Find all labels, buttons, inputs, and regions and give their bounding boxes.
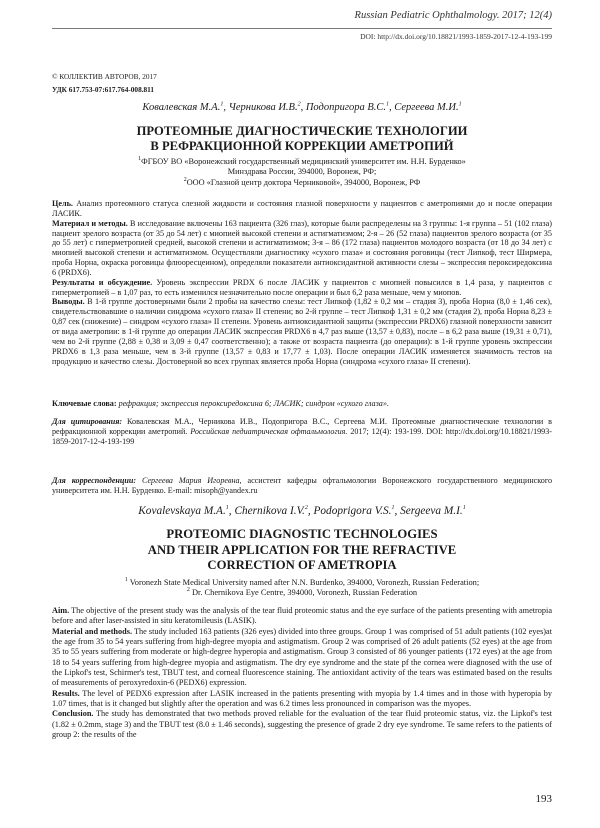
section-label: Aim. <box>52 606 70 615</box>
affiliation-ru-1-cont: Минздрава России, 394000, Воронеж, РФ; <box>227 167 377 177</box>
copyright-line: © КОЛЛЕКТИВ АВТОРОВ, 2017 <box>52 72 157 81</box>
correspondence-ru: Для корреспонденции: Сергеева Мария Игоревна, ассистент кафедры офтальмологии Воронежского государственного медицинского университета им. Н.Н. Бурденко. E-mail: misoph@yandex.ru <box>52 476 552 495</box>
abstract-ru-aim: Цель. Анализ протеомного статуса слезной жидкости и состояния глазной поверхности у пациентов с аметропиями до и после операции ЛАСИК. <box>52 199 552 218</box>
author-ru-sup: 2 <box>297 101 301 108</box>
abstract-en-results: Results. The level of PEDX6 expression after LASIK increased in the patients presenting with myopia by 1.4 times and in those with hyperopia by 1.07 times, that is it changed but slightly after the operation and was 6.2 times less pronounced in comparison was the myopes. <box>52 688 552 709</box>
affiliation-en-2: $^2$ Dr. Chernikova Eye Centre, 394000, Voronezh, Russian Federation <box>186 587 418 598</box>
author-ru-sup: 1 <box>220 101 224 108</box>
affiliation-ru-1: $^1$ФГБОУ ВО «Воронежский государственный медицинский университет им. Н.Н. Бурденко» <box>138 156 466 166</box>
abstract-en-methods: Material and methods. The study included 163 patients (326 eyes) divided into three groups. Group 1 was comprised of 51 adult patients (102 eyes)at the age from 35 to 54 years suffering from high-degree myopia and astigmatism. Group 2 was comprised of 26 adult patients (52 eyes) at the age from 35 to 55 years suffering from moderate or high-degree hyperopia and astigmatism. Group 3 consisted of 86 younger patients (172 eyes) at the age from 18 to 54 years suffering from high-degree myopia and astigmatism. The dry eye syndrome and the state pf the cornea were diagnosed with the use of the Lipkof's test, Schirmer's test, TBUT test, and corneal fluorescence staining. The antioxidant activity of the tears was estimated based on the results of measurements of peroxyredoxin-6 (PEDX6) expression. <box>52 626 552 688</box>
keywords-ru <box>52 399 552 409</box>
correspondence-label: Для корреспонденции: <box>52 476 137 485</box>
section-label: Материал и методы. <box>52 218 128 228</box>
abstract-ru-conclusions: Выводы. В 1-й группе достоверными были 2 пробы на качество слезы: тест Липкоф (1,82 ± 0,2 мм – стадия 3), проба Норна (8,0 ± 1,46 сек), свидетельствовавшие о наличии синдрома «сухого глаза» II степени; во 2-й группе – тест Липкоф 1,31 ± 0,2 мм (стадия 2), проба Норна 8,23 ± 0,87 сек (снижение) – синдром «сухого глаза» II степени. Уровень антиоксидантной защиты (экспрессии PRDX6) глазной поверхности зависит от вида аметропии: в 1-й группе до операции ЛАСИК экспрессия PRDX6 в 4,7 раз выше (13,57 ± 0,83), после – в 6,2 раза выше (19,31 ± 0,71), чем во 2-й группе (2,88 ± 0,38 и 3,09 ± 0,47 соответственно); а также от возраста пациента (до операции): в 1-й группе уровень экспрессии PRDX6 в 1,3 раза меньше, чем в 3-й группе (13,57 ± 0,83 и 17,77 ± 1,03). После операции ЛАСИК изменяется значимость тестов на продукцию и качество слезы. Достоверной во всех группах является проба Норна (синдрома «сухого глаза» II степени). <box>52 297 552 366</box>
page-number: 193 <box>535 793 552 805</box>
author-ru: Ковалевская М.А. <box>142 102 221 113</box>
abstract-ru-methods: Материал и методы. В исследование включены 163 пациента (326 глаз), которые были распределены на 3 группы: 1-я группа – 51 (102 глаза) пациент зрелого возраста (от 35 до 54 лет) с миопией высокой степени и астигматизмом; 2-я – 26 (52 глаза) пациентов зрелого возраста (от 35 до 55 лет) с гиперметропией средней, высокой степени и астигматизмом; 3-я – 86 (172 глаза) пациентов молодого возраста (от 18 до 34 лет) с миопией высокой степени и астигматизмом. Осуществляли диагностику «сухого глаза» и состояния роговицы (тест Липкоф, тест Ширмера, проба Норна, окраска роговицы флюоресцеином), определяли показатели антиоксидантной активности слезы – экспрессия пероксиредоксина 6 (PRDX6). <box>52 218 552 277</box>
affiliations-ru <box>82 157 522 188</box>
section-label: Результаты и обсуждение. <box>52 277 153 287</box>
author-en-sup: 1 <box>225 505 229 512</box>
author-ru-sup: 1 <box>386 101 389 108</box>
affiliations-en <box>82 578 522 599</box>
authors-ru: Ковалевская М.А.$^1$, Черникова И.В.$^2$, Подопригора В.С.$^1$, Сергеева М.И.$^1$ <box>142 101 462 113</box>
article-title-en <box>52 527 552 574</box>
author-en: Chernikova I.V. <box>234 505 305 517</box>
author-en-sup: 1 <box>462 505 466 512</box>
title-ru-line: В РЕФРАКЦИОННОЙ КОРРЕКЦИИ АМЕТРОПИЙ <box>150 139 454 153</box>
abstract-ru <box>52 199 552 366</box>
section-label: Выводы. <box>52 297 85 307</box>
title-en-line: CORRECTION OF AMETROPIA <box>207 558 397 572</box>
abstract-en <box>52 606 552 740</box>
authors-en: Kovalevskaya M.A.$^1$, Chernikova I.V.$^2$, Podoprigora V.S.$^1$, Sergeeva M.I.$^1$ <box>138 505 466 517</box>
title-ru-line: ПРОТЕОМНЫЕ ДИАГНОСТИЧЕСКИЕ ТЕХНОЛОГИИ <box>136 124 468 138</box>
author-ru-sup: 1 <box>458 101 462 108</box>
author-ru: Сергеева М.И. <box>394 102 459 113</box>
author-ru: Черникова И.В. <box>228 102 298 113</box>
affiliation-en-1: $^1$ Voronezh State Medical University named after N.N. Burdenko, 394000, Voronezh, Russian Federation; <box>124 577 480 587</box>
abstract-ru-results: Результаты и обсуждение. Уровень экспрессии PRDX 6 после ЛАСИК у пациентов с миопией повысился в 1,4 раза, у пациентов с гиперметропией – в 1,07 раз, то есть изменился незначительно после операции и был 6,2 раза меньше, чем у миопов. <box>52 277 552 297</box>
keywords-label: Ключевые слова: <box>52 399 117 408</box>
header-rule <box>52 28 552 29</box>
journal-header: Russian Pediatric Ophthalmology. 2017; 12(4) <box>354 10 552 21</box>
section-label: Material and methods. <box>52 626 133 636</box>
title-en-line: AND THEIR APPLICATION FOR THE REFRACTIVE <box>147 542 457 557</box>
author-en-sup: 2 <box>304 505 308 512</box>
article-title-ru <box>52 124 552 154</box>
abstract-en-aim: Aim. The objective of the present study was the analysis of the tear fluid proteomic status and the eye surface of the patients presenting with ametropia before and after laser-assisted in situ keratomileusis (LASIK). <box>52 606 552 626</box>
author-en-sup: 1 <box>391 505 395 512</box>
doi-line[interactable]: DOI: http://dx.doi.org/10.18821/1993-1859-2017-12-4-193-199 <box>360 32 552 41</box>
affiliation-ru-2: $^2$ООО «Глазной центр доктора Черниковой», 394000, Воронеж, РФ <box>183 176 421 187</box>
title-en-line: PROTEOMIC DIAGNOSTIC TECHNOLOGIES <box>166 527 438 541</box>
udk-line: УДК 617.753-07:617.764-008.811 <box>52 85 155 94</box>
citation-label: Для цитирования: <box>52 417 123 426</box>
section-label: Цель. <box>52 199 73 208</box>
author-en: Kovalevskaya M.A. <box>138 505 226 517</box>
author-ru: Подопригора В.С. <box>305 102 386 113</box>
citation-ru: Для цитирования: Ковалевская М.А., Черникова И.В., Подопригора В.С., Сергеева М.И. Протеомные диагностические технологии в рефракционной коррекции аметропий. Российская педиатрическая офтальмология. 2017; 12(4): 193-199. DOI: http://dx.doi.org/10.18821/1993-1859-2017-12-4-193-199 <box>52 417 552 446</box>
article-page <box>52 0 552 828</box>
keywords-text: рефракция; экспрессия пероксиредоксина 6; ЛАСИК; синдром «сухого глаза». <box>116 399 390 408</box>
section-label: Results. <box>52 688 80 698</box>
author-en: Sergeeva M.I. <box>400 505 463 517</box>
section-label: Conclusion. <box>52 709 94 719</box>
abstract-en-conclusion: Conclusion. The study has demonstrated that two methods proved reliable for the evaluation of the tear fluid proteomic status, viz. the Lipkof's test (1.82 ± 0.2mm, stage 3) and the TBUT test (8.0 ± 1.46 seconds), suggesting the presence of grade 2 dry eye syndrome. Te same refers to the patients of group 2: the results of the <box>52 709 552 740</box>
author-en: Podoprigora V.S. <box>313 505 392 517</box>
